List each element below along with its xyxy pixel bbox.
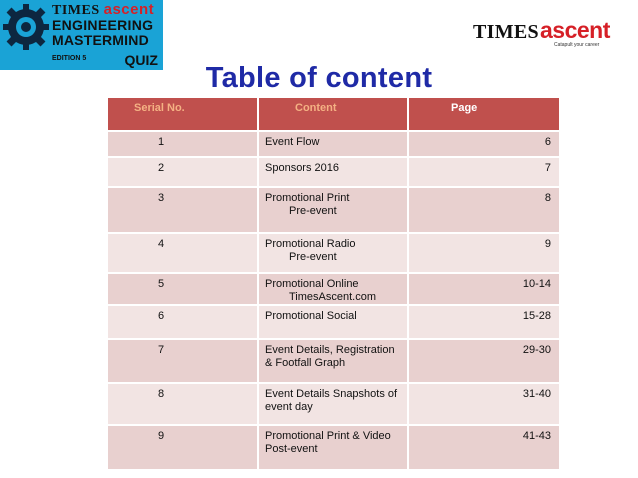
brand-ascent: ascent bbox=[540, 17, 610, 43]
cell-content-title: Sponsors 2016 bbox=[265, 162, 339, 174]
cell-page: 41-43 bbox=[408, 425, 560, 469]
header-serial: Serial No. bbox=[108, 98, 258, 131]
cell-content-title: Promotional Social bbox=[265, 310, 357, 322]
cell-content bbox=[258, 425, 408, 469]
brand-times: TIMES bbox=[473, 21, 539, 43]
cell-content-title: Promotional Print bbox=[265, 192, 350, 204]
quiz-logo-mastermind: MASTERMIND bbox=[52, 32, 149, 48]
cell-content bbox=[258, 233, 408, 273]
header-page: Page bbox=[408, 98, 560, 131]
quiz-logo bbox=[0, 0, 163, 70]
cell-serial: 4 bbox=[108, 233, 258, 273]
cell-serial: 9 bbox=[108, 425, 258, 469]
page-title: Table of content bbox=[205, 62, 433, 94]
cell-serial: 2 bbox=[108, 157, 258, 187]
table-row bbox=[108, 131, 560, 157]
cell-page: 7 bbox=[408, 157, 560, 187]
table-row bbox=[108, 273, 560, 305]
table-row bbox=[108, 187, 560, 233]
cell-content-title: Promotional Print & Video Post-event bbox=[265, 430, 391, 455]
cell-serial: 7 bbox=[108, 339, 258, 383]
cell-content-title: Promotional Radio bbox=[265, 238, 356, 250]
cell-serial: 6 bbox=[108, 305, 258, 339]
quiz-logo-quiz: QUIZ bbox=[124, 52, 158, 68]
table-row bbox=[108, 233, 560, 273]
cell-page: 9 bbox=[408, 233, 560, 273]
table-row bbox=[108, 157, 560, 187]
gear-head-icon bbox=[3, 4, 49, 50]
table-row bbox=[108, 425, 560, 469]
cell-page: 10-14 bbox=[408, 273, 560, 305]
table-row bbox=[108, 383, 560, 425]
cell-content-subtitle: Pre-event bbox=[289, 251, 337, 263]
cell-content bbox=[258, 339, 408, 383]
toc-table bbox=[108, 98, 561, 469]
quiz-logo-text bbox=[52, 3, 154, 47]
header-content: Content bbox=[258, 98, 408, 131]
cell-page: 15-28 bbox=[408, 305, 560, 339]
table-row bbox=[108, 305, 560, 339]
cell-content bbox=[258, 187, 408, 233]
cell-content-title: Event Details Snapshots of event day bbox=[265, 388, 398, 413]
toc-header-row bbox=[108, 98, 560, 131]
cell-serial: 1 bbox=[108, 131, 258, 157]
cell-serial: 8 bbox=[108, 383, 258, 425]
cell-content-subtitle: TimesAscent.com bbox=[289, 291, 377, 303]
quiz-logo-times: TIMES bbox=[52, 3, 100, 18]
cell-page: 8 bbox=[408, 187, 560, 233]
times-ascent-logo bbox=[473, 17, 638, 49]
quiz-logo-ascent: ascent bbox=[103, 1, 155, 18]
cell-content-title: Promotional Online bbox=[265, 278, 359, 290]
cell-serial: 3 bbox=[108, 187, 258, 233]
cell-content-title: Event Flow bbox=[265, 136, 320, 148]
cell-page: 31-40 bbox=[408, 383, 560, 425]
cell-content-title: Event Details, Registration & Footfall Graph bbox=[265, 344, 395, 369]
brand-tagline: Catapult your career bbox=[554, 42, 600, 48]
cell-content bbox=[258, 305, 408, 339]
cell-content bbox=[258, 157, 408, 187]
cell-serial: 5 bbox=[108, 273, 258, 305]
cell-content bbox=[258, 131, 408, 157]
quiz-logo-times-ascent bbox=[52, 3, 154, 18]
cell-page: 6 bbox=[408, 131, 560, 157]
cell-content bbox=[258, 383, 408, 425]
cell-page: 29-30 bbox=[408, 339, 560, 383]
table-row bbox=[108, 339, 560, 383]
quiz-logo-edition: EDITION 5 bbox=[52, 55, 87, 62]
cell-content-subtitle: Pre-event bbox=[289, 205, 337, 217]
quiz-logo-engineering: ENGINEERING bbox=[52, 17, 154, 33]
cell-content bbox=[258, 273, 408, 305]
